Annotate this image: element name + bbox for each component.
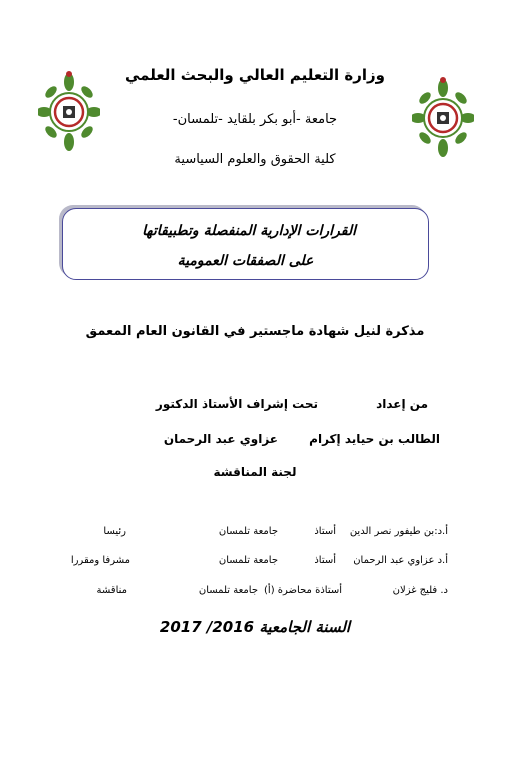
committee-heading: لجنة المناقشة bbox=[213, 465, 297, 479]
member-role: مناقشة bbox=[96, 585, 127, 596]
student-name: الطالب بن حيايد إكرام bbox=[309, 432, 440, 446]
member-institution: جامعة تلمسان bbox=[218, 555, 278, 566]
faculty-name: كلية الحقوق والعلوم السياسية bbox=[174, 152, 336, 167]
member-rank: أستاذ bbox=[314, 526, 336, 537]
member-role: مشرفا ومقررا bbox=[70, 555, 130, 566]
university-name: جامعة -أبو بكر بلقايد -تلمسان- bbox=[172, 112, 338, 127]
prepared-by-label: من إعداد bbox=[376, 397, 428, 411]
supervisor-name: عزاوي عبد الرحمان bbox=[163, 432, 278, 446]
thesis-title-line1: القرارات الإدارية المنفصلة وتطبيقاتها bbox=[142, 223, 356, 239]
thesis-title-box bbox=[62, 208, 429, 280]
thesis-statement: مذكرة لنيل شهادة ماجستير في القانون العام المعمق bbox=[85, 324, 425, 339]
member-institution: جامعة تلمسان bbox=[218, 526, 278, 537]
member-institution: جامعة تلمسان bbox=[198, 585, 258, 596]
supervised-by-label: تحت إشراف الأستاذ الدكتور bbox=[155, 397, 318, 411]
academic-year: السنة الجامعية 2016/ 2017 bbox=[159, 618, 351, 636]
member-rank: أستاذة محاضرة (أ) bbox=[264, 585, 342, 596]
ministry-name: وزارة التعليم العالي والبحث العلمي bbox=[124, 66, 386, 84]
thesis-title-line2: على الصفقات العمومية bbox=[177, 253, 314, 269]
member-role: رئيسا bbox=[103, 526, 126, 537]
member-rank: أستاذ bbox=[314, 555, 336, 566]
member-name: د. فليج غزلان bbox=[392, 585, 448, 596]
member-name: أ.د:بن طيفور نصر الدين bbox=[349, 526, 448, 537]
member-name: أ.د عزاوي عبد الرحمان bbox=[353, 555, 448, 566]
